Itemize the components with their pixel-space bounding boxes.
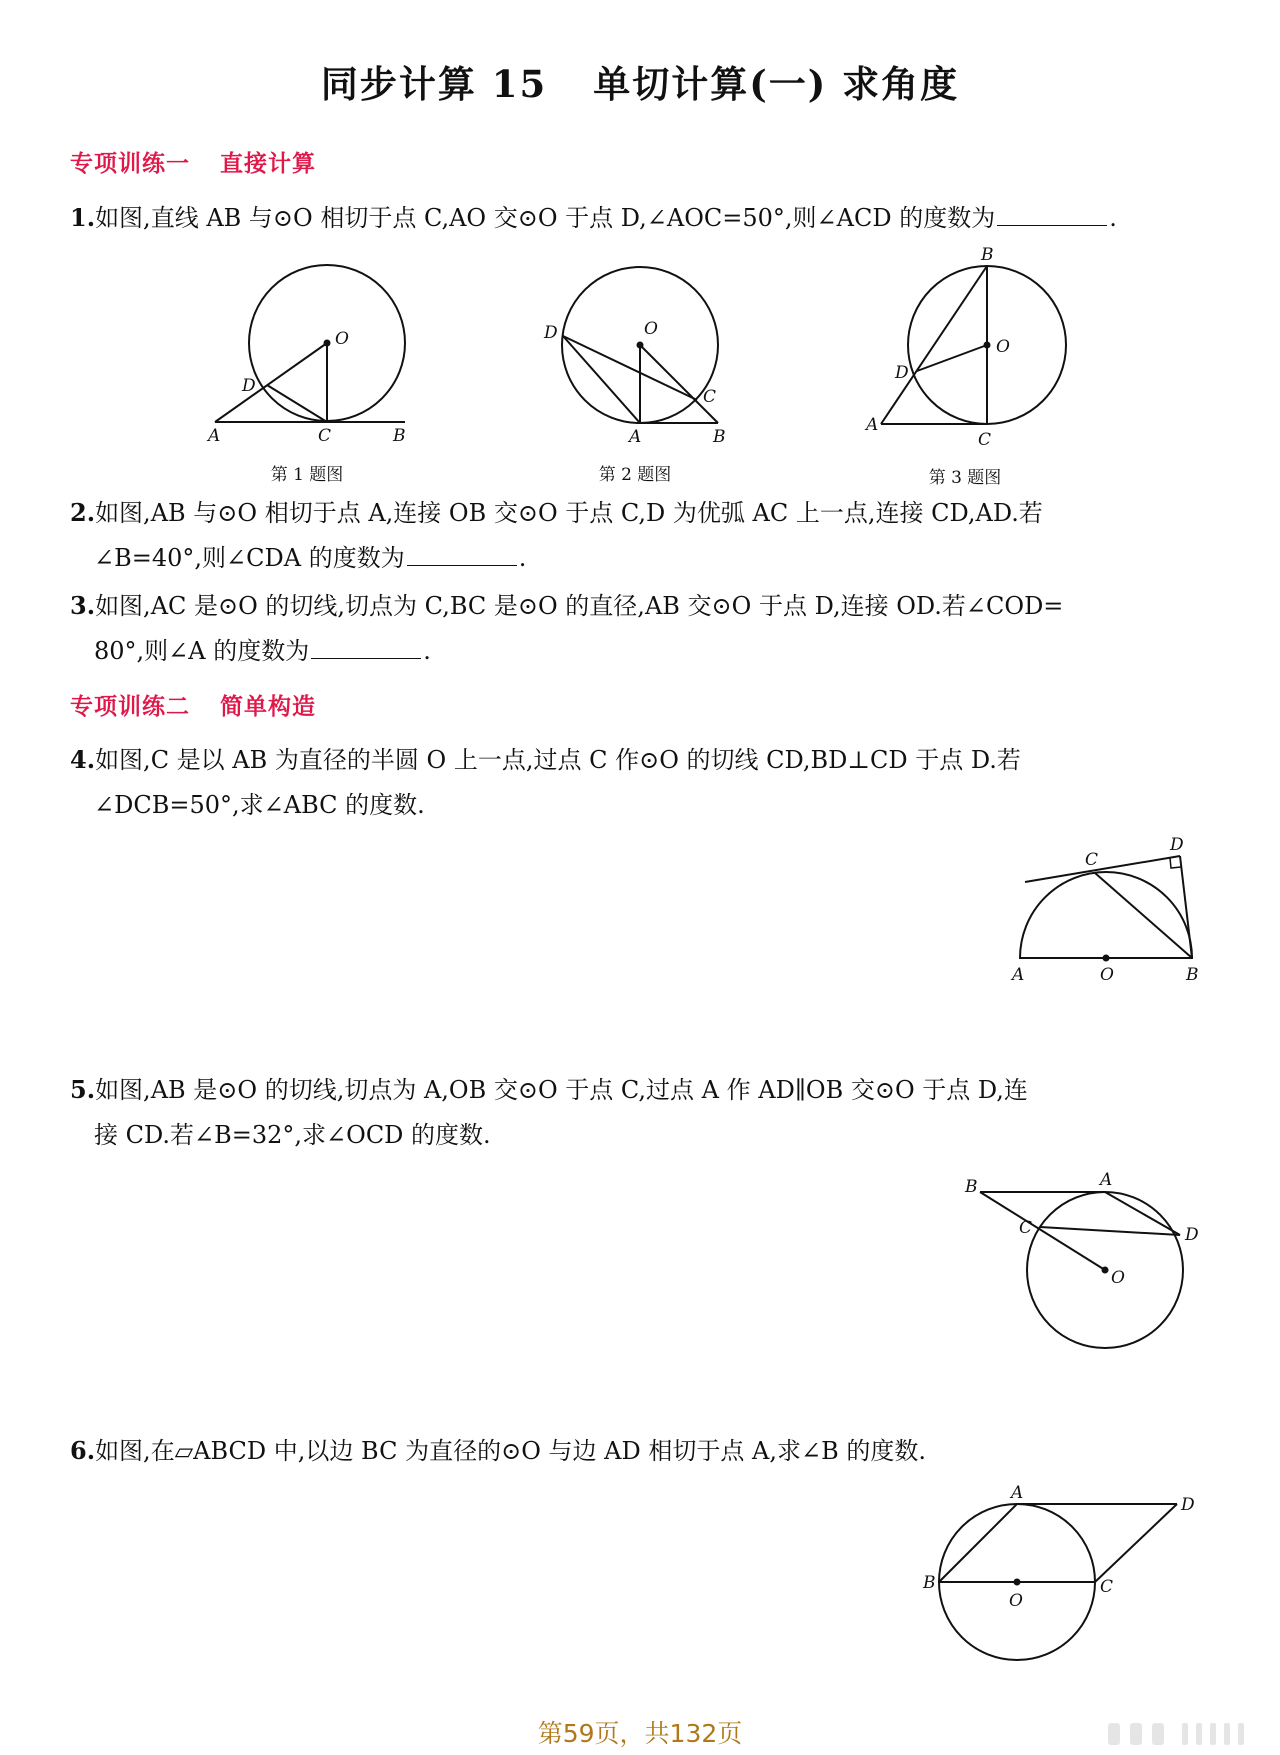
label-c: C [1100, 1577, 1114, 1597]
question-text: 如图,C 是以 AB 为直径的半圆 O 上一点,过点 C 作⊙O 的切线 CD,BD⊥CD 于点 D.若 [95, 746, 1021, 774]
label-a: A [1012, 965, 1025, 985]
question-number: 2. [70, 498, 96, 527]
question-6 [70, 1428, 1200, 1474]
title-left: 同步计算 15 [320, 62, 548, 106]
label-o: O [335, 329, 349, 349]
segment-od [917, 345, 987, 371]
label-o: O [996, 337, 1010, 357]
figure-4 [1000, 830, 1220, 990]
question-number: 3. [70, 591, 96, 620]
label-c: C [978, 430, 992, 450]
page-title [0, 54, 1280, 108]
center-point [637, 342, 644, 349]
center-point [1102, 1267, 1109, 1274]
figure-5 [955, 1165, 1205, 1365]
segment-dc [563, 336, 697, 400]
question-number: 6. [70, 1436, 96, 1465]
answer-blank [997, 203, 1107, 226]
side-cd [1095, 1504, 1177, 1582]
label-c: C [703, 387, 717, 407]
label-d: D [1181, 1495, 1195, 1515]
label-o: O [644, 319, 658, 339]
center-point [984, 342, 991, 349]
side-ab [939, 1504, 1017, 1582]
center-point [1103, 955, 1110, 962]
question-text: . [1109, 204, 1117, 232]
tangent-cd [1025, 856, 1180, 882]
label-c: C [1085, 850, 1099, 870]
segment-da [563, 336, 640, 423]
label-d: D [1185, 1225, 1199, 1245]
question-number: 4. [70, 745, 96, 774]
segment-bd [1180, 856, 1192, 958]
label-o: O [1111, 1268, 1125, 1288]
figure-3 [850, 240, 1080, 455]
question-text: . [518, 544, 527, 572]
label-b: B [393, 426, 406, 446]
segment-ob [640, 345, 718, 423]
segment-ao [215, 343, 327, 422]
question-text: 如图,在▱ABCD 中,以边 BC 为直径的⊙O 与边 AD 相切于点 A,求∠B 的度数. [95, 1437, 926, 1465]
label-a: A [866, 415, 879, 435]
label-b: B [981, 245, 994, 265]
label-d: D [895, 363, 909, 383]
question-text: 如图,AB 是⊙O 的切线,切点为 A,OB 交⊙O 于点 C,过点 A 作 AD∥OB 交⊙O 于点 D,连 [95, 1076, 1028, 1104]
question-4 [70, 737, 1200, 828]
question-text: 接 CD.若∠B=32°,求∠OCD 的度数. [94, 1121, 491, 1149]
label-d: D [1170, 835, 1184, 855]
label-o: O [1009, 1591, 1023, 1611]
question-text: 如图,AB 与⊙O 相切于点 A,连接 OB 交⊙O 于点 C,D 为优弧 AC 上一点,连接 CD,AD.若 [95, 499, 1043, 527]
segment-ob [980, 1192, 1105, 1270]
label-b: B [1186, 965, 1199, 985]
section-name: 简单构造 [220, 693, 316, 720]
label-a: A [208, 426, 221, 446]
center-point [1014, 1579, 1021, 1586]
label-b: B [713, 427, 726, 447]
question-text: ∠B=40°,则∠CDA 的度数为 [94, 544, 405, 572]
question-5 [70, 1067, 1200, 1158]
figure-1 [200, 260, 420, 450]
label-a: A [629, 427, 642, 447]
question-1 [70, 195, 1200, 241]
question-2 [70, 490, 1200, 581]
label-a: A [1011, 1483, 1024, 1503]
label-b: B [965, 1177, 978, 1197]
title-right: 单切计算(一) 求角度 [593, 62, 960, 106]
question-number: 1. [70, 203, 96, 232]
section-label: 专项训练一 [70, 150, 190, 177]
label-b: B [923, 1573, 936, 1593]
label-d: D [544, 323, 558, 343]
center-point [324, 340, 331, 347]
question-number: 5. [70, 1075, 96, 1104]
question-text: ∠DCB=50°,求∠ABC 的度数. [94, 791, 425, 819]
question-text: . [423, 637, 431, 665]
section-header-2 [70, 688, 316, 721]
bars-decoration-icon [1108, 1721, 1268, 1747]
segment-cd [1040, 1227, 1180, 1235]
question-text: 如图,直线 AB 与⊙O 相切于点 C,AO 交⊙O 于点 D,∠AOC=50°,则∠ACD 的度数为 [95, 204, 996, 232]
section-header-1 [70, 145, 316, 178]
caption-fig-2: 第 2 题图 [598, 465, 672, 485]
section-label: 专项训练二 [70, 693, 190, 720]
label-o: O [1100, 965, 1114, 985]
page-counter: 第59页，共132页 [537, 1719, 743, 1748]
question-text: 如图,AC 是⊙O 的切线,切点为 C,BC 是⊙O 的直径,AB 交⊙O 于点 D,连接 OD.若∠COD= [95, 592, 1064, 620]
question-3 [70, 583, 1200, 674]
label-c: C [318, 426, 332, 446]
label-d: D [242, 376, 256, 396]
question-text: 80°,则∠A 的度数为 [94, 637, 310, 665]
figure-6 [915, 1480, 1205, 1670]
section-name: 直接计算 [220, 150, 316, 177]
figure-2 [540, 260, 750, 450]
segment-dc [267, 385, 327, 422]
caption-fig-3: 第 3 题图 [928, 468, 1002, 488]
answer-blank [311, 636, 421, 659]
right-angle-mark [1170, 858, 1181, 868]
answer-blank [407, 543, 517, 566]
caption-fig-1: 第 1 题图 [270, 465, 344, 485]
segment-ad [1105, 1192, 1180, 1235]
label-c: C [1019, 1218, 1033, 1238]
segment-ab [881, 266, 987, 424]
label-a: A [1100, 1170, 1113, 1190]
segment-cb [1095, 873, 1192, 958]
semicircle [1020, 872, 1192, 958]
